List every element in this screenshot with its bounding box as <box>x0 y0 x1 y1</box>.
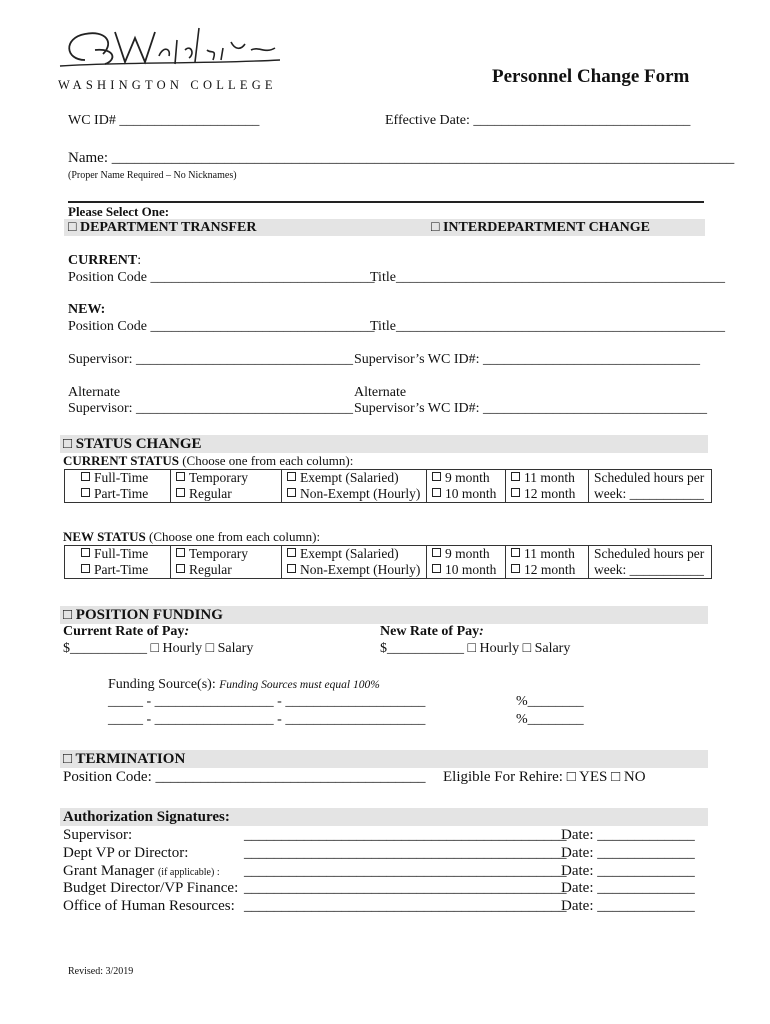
date-field[interactable]: Date: _____________ <box>561 898 695 914</box>
funding-sources-label: Funding Source(s): Funding Sources must equal 100% <box>108 677 380 692</box>
wc-id-field[interactable]: WC ID# ____________________ <box>68 113 260 128</box>
auth-label: Supervisor: <box>63 827 133 843</box>
name-note: (Proper Name Required – No Nicknames) <box>68 170 237 181</box>
eligible-rehire-field[interactable]: Eligible For Rehire: □ YES □ NO <box>443 769 646 785</box>
signature-field[interactable]: ___________________________________________ <box>244 898 567 914</box>
funding-pct-1[interactable]: %________ <box>516 694 584 709</box>
alt-supervisor-field[interactable]: Supervisor: _______________________________ <box>68 401 354 416</box>
new-regular[interactable]: Regular <box>176 562 276 578</box>
date-field[interactable]: Date: _____________ <box>561 827 695 843</box>
name-field[interactable]: Name: ___________________________________________________________________________________ <box>68 150 735 166</box>
cur-regular[interactable]: Regular <box>176 486 276 502</box>
page-title: Personnel Change Form <box>492 66 690 87</box>
current-status-label: CURRENT STATUS (Choose one from each column): <box>63 453 354 468</box>
new-hours-field[interactable]: week: ___________ <box>594 562 704 577</box>
supervisor-wcid-field[interactable]: Supervisor’s WC ID#: _______________________________ <box>354 352 700 367</box>
date-field[interactable]: Date: _____________ <box>561 863 695 879</box>
revised-note: Revised: 3/2019 <box>68 966 134 977</box>
date-field[interactable]: Date: _____________ <box>561 845 695 861</box>
supervisor-field[interactable]: Supervisor: _______________________________ <box>68 352 354 367</box>
signature-field[interactable]: ___________________________________________ <box>244 863 567 879</box>
interdepartment-change-option[interactable]: □ INTERDEPARTMENT CHANGE <box>431 220 651 235</box>
cur-hours-field[interactable]: week: ___________ <box>594 486 704 501</box>
current-label: CURRENT: <box>68 253 142 268</box>
signature-field[interactable]: ___________________________________________ <box>244 827 567 843</box>
alternate-label-2: Alternate <box>354 385 407 400</box>
new-position-code-field[interactable]: Position Code ________________________________ <box>68 319 375 334</box>
current-rate-label: Current Rate of Pay: <box>63 624 190 639</box>
effective-date-field[interactable]: Effective Date: _______________________________ <box>385 113 691 128</box>
new-hours-label: Scheduled hours per <box>594 546 705 561</box>
position-funding-option[interactable]: □ POSITION FUNDING <box>63 607 223 623</box>
new-status-label: NEW STATUS (Choose one from each column): <box>63 529 321 544</box>
termination-option[interactable]: □ TERMINATION <box>63 751 186 767</box>
new-title-field[interactable]: Title_______________________________________________ <box>370 319 725 334</box>
cur-temporary[interactable]: Temporary <box>176 470 276 486</box>
cur-9month[interactable]: 9 month <box>432 470 500 486</box>
new-temporary[interactable]: Temporary <box>176 546 276 562</box>
current-status-table <box>64 469 712 503</box>
cur-nonexempt[interactable]: Non-Exempt (Hourly) <box>287 486 421 502</box>
current-title-field[interactable]: Title_______________________________________________ <box>370 270 725 285</box>
new-exempt[interactable]: Exempt (Salaried) <box>287 546 421 562</box>
signature-field[interactable]: ___________________________________________ <box>244 880 567 896</box>
new-11month[interactable]: 11 month <box>511 546 583 562</box>
new-12month[interactable]: 12 month <box>511 562 583 578</box>
auth-label: Budget Director/VP Finance: <box>63 880 239 896</box>
new-status-table <box>64 545 712 579</box>
auth-label: Grant Manager (if applicable) : <box>63 863 220 879</box>
cur-10month[interactable]: 10 month <box>432 486 500 502</box>
termination-position-field[interactable]: Position Code: ____________________________________ <box>63 769 426 785</box>
funding-source-line-2[interactable]: _____ - _________________ - ____________________ <box>108 712 426 727</box>
cur-fulltime[interactable]: Full-Time <box>81 470 165 486</box>
cur-parttime[interactable]: Part-Time <box>81 486 165 502</box>
cur-hours-label: Scheduled hours per <box>594 470 705 485</box>
date-field[interactable]: Date: _____________ <box>561 880 695 896</box>
signature-field[interactable]: ___________________________________________ <box>244 845 567 861</box>
cur-exempt[interactable]: Exempt (Salaried) <box>287 470 421 486</box>
auth-label: Dept VP or Director: <box>63 845 189 861</box>
status-change-option[interactable]: □ STATUS CHANGE <box>63 436 202 452</box>
new-10month[interactable]: 10 month <box>432 562 500 578</box>
new-parttime[interactable]: Part-Time <box>81 562 165 578</box>
auth-label: Office of Human Resources: <box>63 898 235 914</box>
logo-signature <box>55 20 285 78</box>
divider <box>68 201 704 203</box>
new-rate-label: New Rate of Pay: <box>380 624 484 639</box>
alternate-label: Alternate <box>68 385 121 400</box>
please-select-label: Please Select One: <box>68 204 170 219</box>
logo-college-name: WASHINGTON COLLEGE <box>58 78 277 92</box>
funding-source-line-1[interactable]: _____ - _________________ - ____________________ <box>108 694 426 709</box>
alt-supervisor-wcid-field[interactable]: Supervisor’s WC ID#: ________________________________ <box>354 401 707 416</box>
funding-pct-2[interactable]: %________ <box>516 712 584 727</box>
department-transfer-option[interactable]: □ DEPARTMENT TRANSFER <box>68 220 257 235</box>
auth-header: Authorization Signatures: <box>63 809 230 825</box>
current-rate-field[interactable]: $___________ □ Hourly □ Salary <box>63 641 254 656</box>
new-label: NEW: <box>68 302 106 317</box>
new-rate-field[interactable]: $___________ □ Hourly □ Salary <box>380 641 571 656</box>
new-fulltime[interactable]: Full-Time <box>81 546 165 562</box>
new-nonexempt[interactable]: Non-Exempt (Hourly) <box>287 562 421 578</box>
cur-12month[interactable]: 12 month <box>511 486 583 502</box>
cur-11month[interactable]: 11 month <box>511 470 583 486</box>
new-9month[interactable]: 9 month <box>432 546 500 562</box>
current-position-code-field[interactable]: Position Code ________________________________ <box>68 270 375 285</box>
